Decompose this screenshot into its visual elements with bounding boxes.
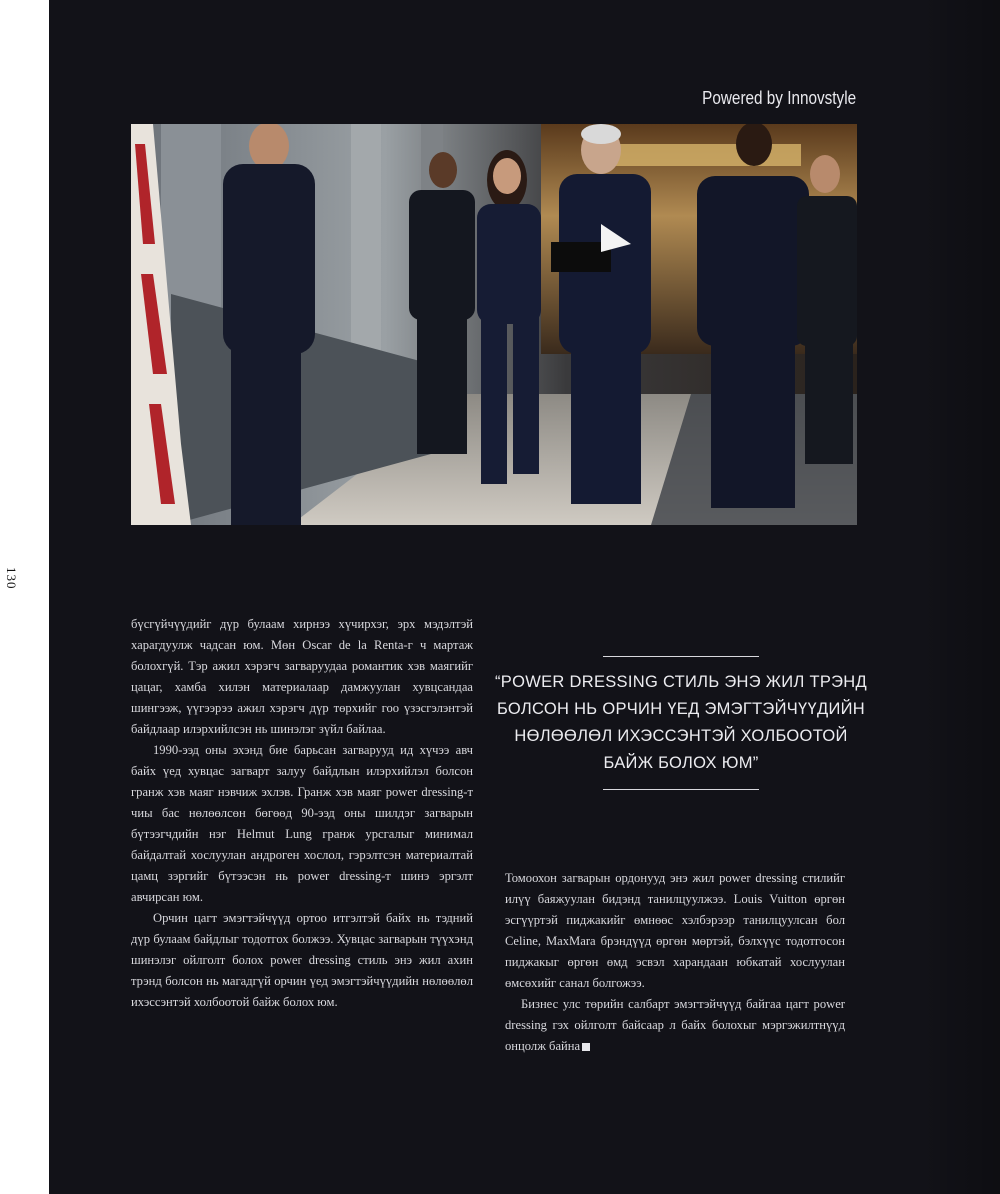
end-mark-icon	[582, 1043, 590, 1051]
photo-illustration	[131, 124, 857, 525]
quote-top-rule	[603, 656, 759, 657]
magazine-page	[49, 0, 1000, 1194]
right-column	[505, 868, 845, 1057]
page-number: 130	[4, 567, 19, 590]
pull-quote-text: “POWER DRESSING СТИЛЬ ЭНЭ ЖИЛ ТРЭНД БОЛСОН НЬ ОРЧИН ҮЕД ЭМЭГТЭЙЧҮҮДИЙН НӨЛӨӨЛӨЛ ИХЭССЭНТЭЙ ХОЛБООТОЙ БАЙЖ БОЛОХ ЮМ”	[495, 673, 867, 772]
right-paragraph-1: Томоохон загварын ордонууд энэ жил power dressing стилийг илүү баяжуулан бидэнд танилцуулжээ. Louis Vuitton өргөн эсгүүртэй пиджакийг өмнөөс хэлбэрээр танилцуулсан бол Celine, MaxMara брэндүүд өргөн мөртэй, бэлхүүс тодотгосон пиджакыг өргөн өмд эсвэл харандаан юбкатай хослуулан өмсөхийг санал болгожээ.	[505, 871, 845, 990]
left-margin	[0, 0, 49, 1194]
hero-photo	[131, 124, 857, 525]
left-paragraph-1: бүсгүйчүүдийг дүр булаам хирнээ хүчирхэг, эрх мэдэлтэй харагдуулж чадсан юм. Мөн Oscar de la Renta-г ч мартаж болохгүй. Тэр ажил хэрэгч загваруудаа романтик хэв маягийг цацаг, хамба хилэн материалаар дамжуулан хувцсандаа шингээж, үүгээрээ ажил хэрэгч дүр төрхийг гоо үзэсгэлэнтэй байдлаар илэрхийлсэн нь шинэлэг зүйл байлаа.	[131, 617, 473, 736]
quote-bottom-rule	[603, 789, 759, 790]
powered-by-label: Powered by Innovstyle	[702, 88, 856, 108]
right-paragraph-2	[505, 994, 845, 1057]
left-column	[131, 614, 473, 1013]
left-paragraph-3: Орчин цагт эмэгтэйчүүд ортоо итгэлтэй байх нь тэдний дүр булаам байдлыг тодотгох болжээ. Хувцас загварын түүхэнд шинэлэг ойлголт болох power dressing стиль энэ жил ахин трэнд болсон нь магадгүй орчин үед эмэгтэйчүүдийн нөлөөлөл ихэссэнтэй холбоотой байж болох юм.	[131, 911, 473, 1009]
pull-quote	[491, 656, 871, 790]
right-paragraph-2-text: Бизнес улс төрийн салбарт эмэгтэйчүүд байгаа цагт power dressing гэх ойлголт байсаар л байх болохыг мэргэжилтнүүд онцолж байна	[505, 997, 845, 1053]
left-paragraph-2: 1990-ээд оны эхэнд бие барьсан загварууд ид хүчээ авч байх үед хувцас загварт залуу байдлын илэрхийлэл болсон гранж хэв маяг нэвчиж эхлэв. Гранж хэв маяг power dressing-т чиы бас нөлөөлсөн бөгөөд 90-ээд оны шилдэг загварын бүтээгчдийн нэг Helmut Lung гранж урсгалыг минимал байдалтай хослуулан андроген хослол, гэрэлтсэн материалтай цамц зэргийг бүтээсэн нь power dressing-т шинэ эргэлт авчирсан юм.	[131, 743, 473, 904]
